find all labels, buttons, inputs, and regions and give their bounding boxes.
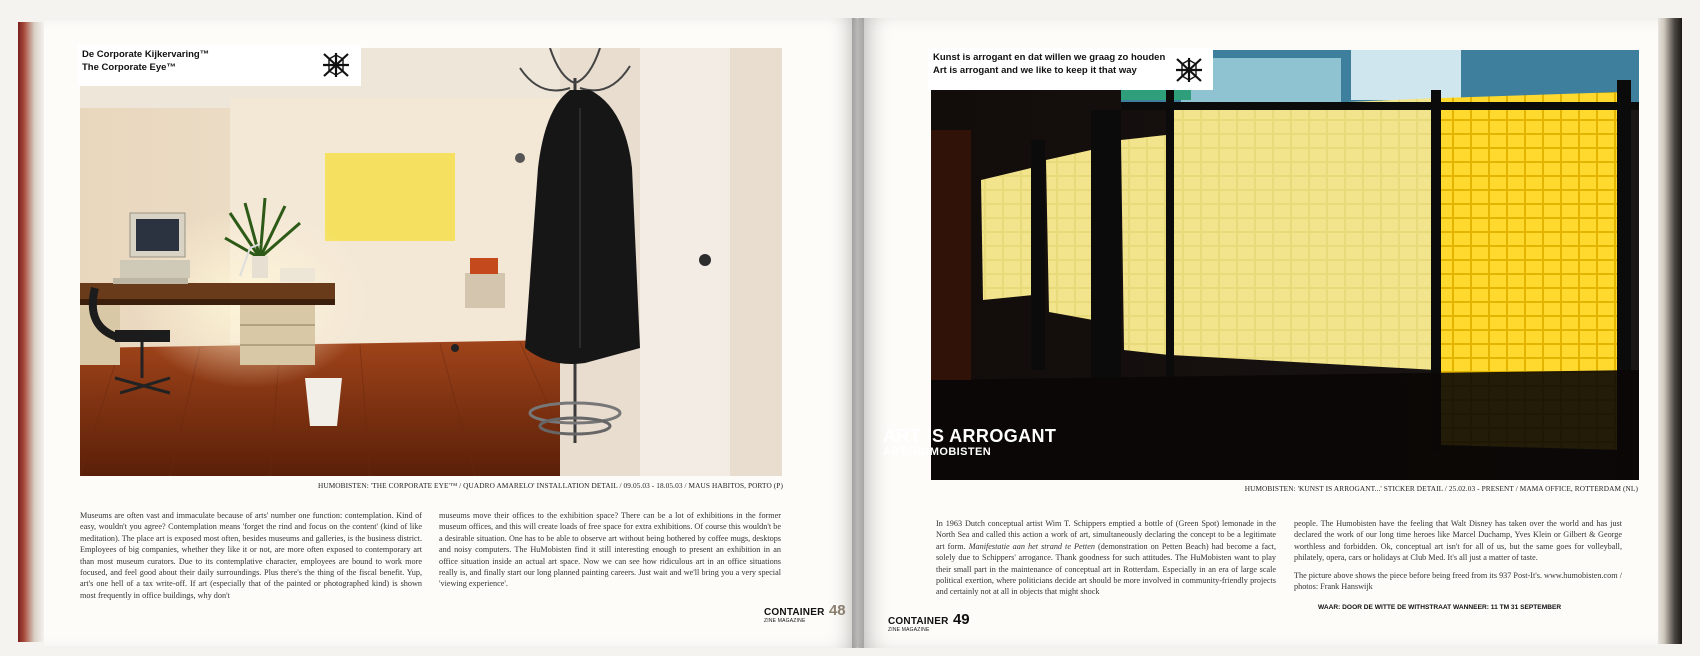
overlay-credit: ART: HUMOBISTEN [883,446,992,458]
right-title [933,51,1165,77]
right-folio-page-number: 49 [952,611,970,628]
right-body-column-1 [936,518,1276,598]
right-col1-italic: Manifestatie aan het strand te Petten [968,541,1095,551]
left-title-dutch: De Corporate Kijkervaring™ [82,49,210,60]
right-folio-magazine: CONTAINER [888,616,949,627]
left-title-english: The Corporate Eye™ [82,62,176,73]
right-title-english: Art is arrogant and we like to keep it that way [933,65,1137,76]
right-folio [888,611,970,633]
right-col2-text: people. The Humobisten have the feeling that Walt Disney has taken over the world and has just declared the work of our long time heroes like Marcel Duchamp, Yves Klein or Gilbert & George worthless and forbidden. Ok, conceptual art isn't for all of us, but the same goes for volleyball, philately, opera, cars or holidays at Club Med. It's all just a matter of taste. [1294,519,1622,563]
right-col2-credit: The picture above shows the piece before being freed from its 937 Post-It's. www.humobisten.com / photos: Frank Hanswijk [1294,570,1622,592]
right-title-dutch: Kunst is arrogant en dat willen we graag zo houden [933,52,1166,63]
left-title [82,48,209,74]
page-gutter [852,18,864,648]
corporate-eye-photo [80,48,782,476]
left-photo-caption: HUMOBISTEN: 'THE CORPORATE EYE'™ / QUADRO AMARELO' INSTALLATION DETAIL / 09.05.03 - 18.05.03 / MAUS HABITOS, PORTO (P) [317,481,783,490]
right-folio-tagline: ZINE MAGAZINE [888,627,930,633]
left-folio [764,602,846,624]
post-it-installation-image [931,50,1639,480]
left-folio-magazine: CONTAINER [764,607,825,618]
humobisten-logo-icon [1174,56,1204,84]
art-is-arrogant-photo [931,50,1639,480]
right-body-column-2 [1294,518,1622,592]
office-installation-image [80,48,782,476]
right-photo-caption: HUMOBISTEN: 'KUNST IS ARROGANT...' STICKER DETAIL / 25.02.03 - PRESENT / MAMA OFFICE, ROTTERDAM (NL) [1244,484,1638,493]
art-is-arrogant-overlay [883,426,1056,459]
humobisten-logo-icon [321,51,351,79]
event-info-footer: WAAR: DOOR DE WITTE DE WITHSTRAAT WANNEER: 11 TM 31 SEPTEMBER [1318,604,1562,611]
left-folio-page-number: 48 [828,602,846,619]
left-body-column-1: Museums are often vast and immaculate because of arts' number one function: contemplation. Kind of easy, wouldn't you agree? Contemplation means 'forget the rind and focus on the content' (kind of like meditation). The place art is exposed most often, besides museums and galleries, is the business district. Employees of big companies, whether they like it or not, are more often exposed to contemporary art than most museum curators. Due to its contemplative character, employees are bound to work more focused, and feel good about their daily surroundings. Plus there's the thing of the fiscal benefit. Yup, art's one hell of a tax write-off. If art (especially that of the painted or photographed kind) is shown most frequently in office buildings, why don't [80,511,422,600]
left-body-column-2: museums move their offices to the exhibition space? There can be a lot of exhibitions in the former museum offices, and this will create loads of free space for extra exhibitions. Of course this wouldn't be a desirable situation. One has to be able to observe art without being bothered by coffee mugs, desktops and noisy computers. The HuMobisten find it still interesting enough to present an exhibition in an office situation inside an actual art space. Now we can see how ridiculous art in an office situations really is, and finally start our long planned painting careers. Just wait and we'll bring you a very special 'viewing experience'. [439,511,781,589]
right-col1-text-a: In 1963 Dutch conceptual artist Wim T. Schippers emptied a bottle of (Green Spot) lemonade in the North Sea and called this action a work of art, simultaneously declaring the concept to be a legitimate art form. [936,519,1276,551]
right-col1-text-b: (demonstration on Petten Beach) had become a fact, solely due to Schippers' arrogance. Thank goodness for such attitudes. The HuMobisten want to play their small part in the maintenance of conceptual art in Rotterdam. Especially in an era of large scale political exertion, where politicians decide art should be more involved in community-friendly projects and certainly not at all in objects that might shock [936,541,1276,597]
left-folio-tagline: ZINE MAGAZINE [764,618,806,624]
overlay-headline: ART IS ARROGANT [883,426,1057,446]
